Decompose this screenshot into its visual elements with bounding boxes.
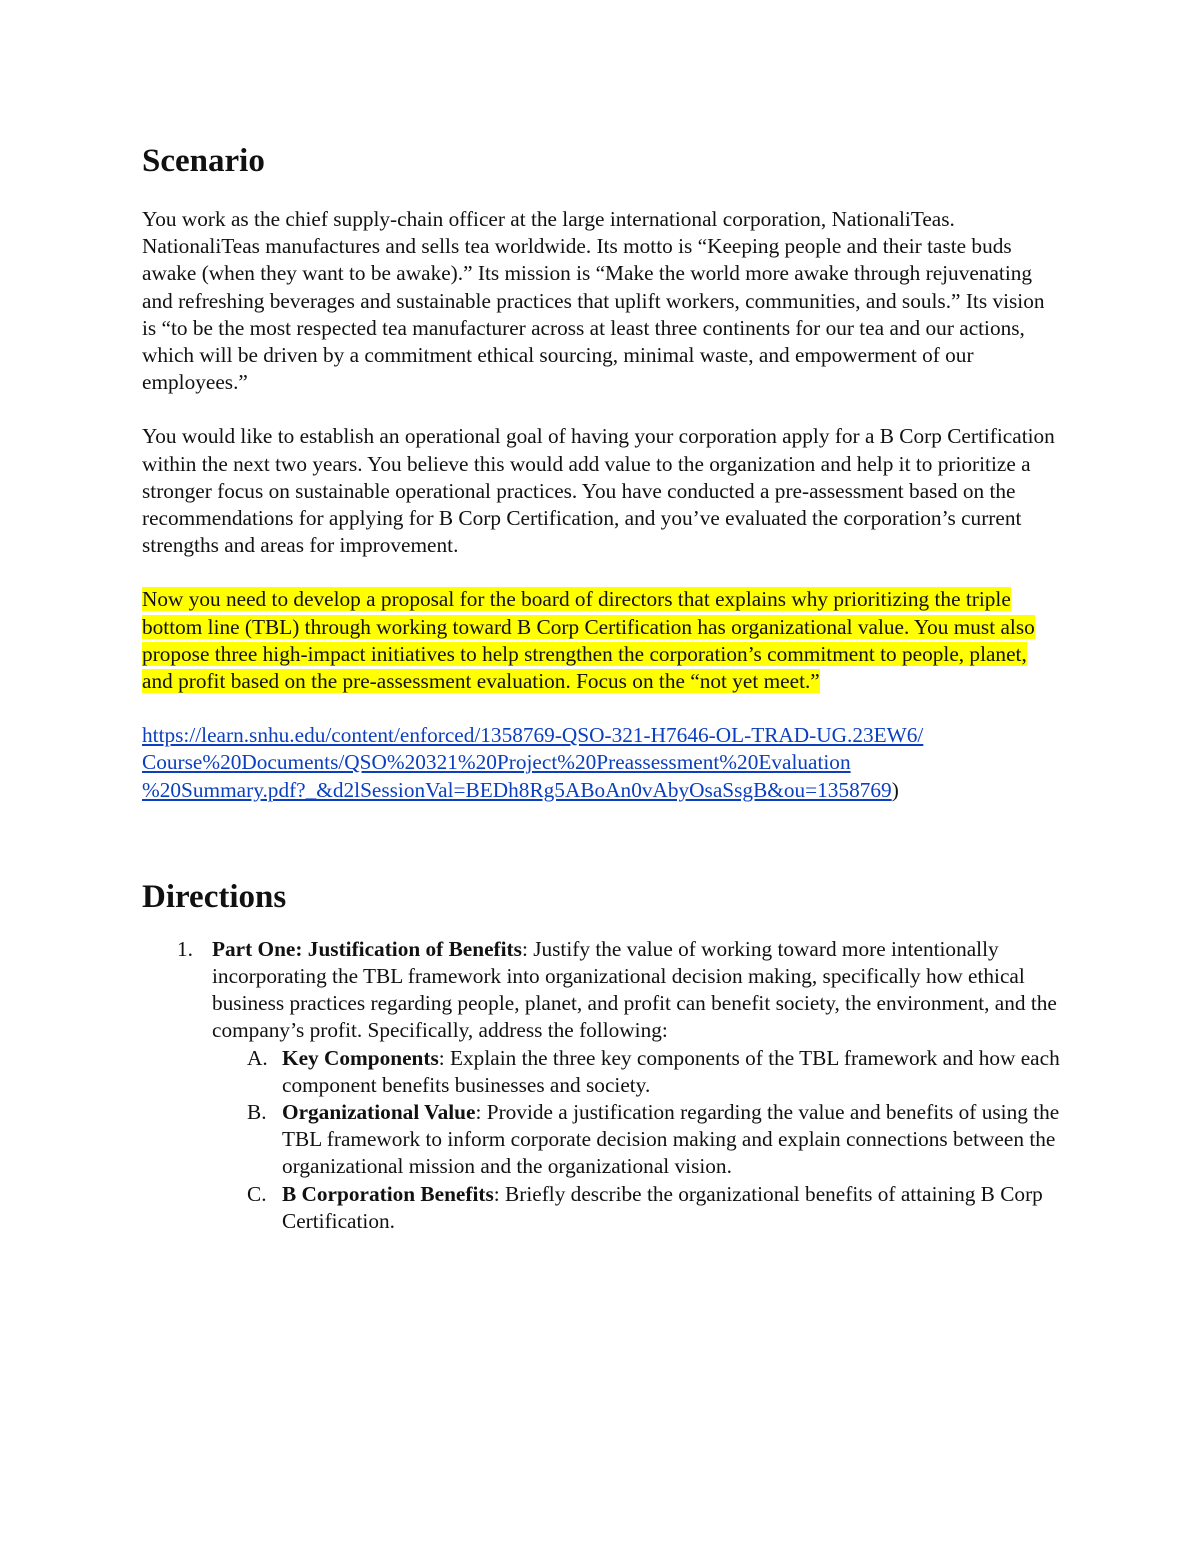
link-line-2: Course%20Documents/QSO%20321%20Project%20Preassessment%20Evaluation <box>142 750 851 775</box>
directions-heading: Directions <box>142 878 287 915</box>
sub-item-bold-label: B Corporation Benefits <box>282 1181 494 1206</box>
pre-assessment-link-block <box>142 722 1062 804</box>
scenario-paragraph-2: You would like to establish an operational goal of having your corporation apply for a B Corp Certification within the next two years. You believe this would add value to the organization and help it to prioritize a stronger focus on sustainable operational practices. You have conducted a pre-assessment based on the recommendations for applying for B Corp Certification, and you’ve evaluated the corporation’s current strengths and areas for improvement. <box>142 424 1055 558</box>
sub-item-bold-label: Organizational Value <box>282 1100 476 1125</box>
link-suffix: ) <box>891 777 899 802</box>
link-line-1: https://learn.snhu.edu/content/enforced/1358769-QSO-321-H7646-OL-TRAD-UG.23EW6/ <box>142 723 924 748</box>
item-text: : Justify the value of working toward more intentionally incorporating the TBL framework into organizational decision making, specifically how ethical business practices regarding people, planet, and profit can benefit society, the environment, and the company’s profit. Specifically, address the following: <box>212 936 1057 1043</box>
link-line-3: %20Summary.pdf?_&d2lSessionVal=BEDh8Rg5ABoAn0vAbyOsaSsgB&ou=1358769 <box>142 777 892 802</box>
sub-item-text: : Provide a justification regarding the value and benefits of using the TBL framework to inform corporate decision making and explain connections between the organizational mission and the organizational vision. <box>282 1100 1060 1179</box>
item-number: 1. <box>177 936 193 961</box>
item-bold-label: Part One: Justification of Benefits <box>212 936 522 961</box>
sub-item-letter: C. <box>247 1181 267 1206</box>
highlighted-paragraph <box>142 586 1062 695</box>
directions-list <box>142 936 1062 1235</box>
scenario-paragraph-1: You work as the chief supply-chain officer at the large international corporation, NationaliTeas. NationaliTeas manufactures and sells tea worldwide. Its motto is “Keeping people and their taste buds awake (when they want to be awake).” Its mission is “Make the world more awake through rejuvenating and refreshing beverages and sustainable practices that uplift workers, communities, and souls.” Its vision is “to be the most respected tea manufacturer across at least three continents for our tea and our actions, which will be driven by a commitment ethical sourcing, minimal waste, and empowerment of our employees.” <box>142 207 1045 395</box>
highlight-text: Now you need to develop a proposal for the board of directors that explains why prioritizing the triple bottom line (TBL) through working toward B Corp Certification has organizational value. You must also propose three high-impact initiatives to help strengthen the corporation’s commitment to people, planet, and profit based on the pre-assessment evaluation. Focus on the “not yet meet.” <box>142 587 1035 694</box>
sub-list-item <box>212 1099 1062 1181</box>
sub-item-letter: A. <box>247 1045 268 1070</box>
sub-list <box>212 1045 1062 1235</box>
sub-item-text: : Briefly describe the organizational benefits of attaining B Corp Certification. <box>282 1181 1043 1233</box>
scenario-heading: Scenario <box>142 143 265 179</box>
pre-assessment-link[interactable] <box>142 723 923 801</box>
sub-item-letter: B. <box>247 1100 267 1125</box>
sub-item-text: : Explain the three key components of the TBL framework and how each component benefits businesses and society. <box>282 1045 1060 1097</box>
list-item <box>142 936 1062 1235</box>
sub-list-item <box>212 1181 1062 1235</box>
sub-item-bold-label: Key Components <box>282 1045 439 1070</box>
sub-list-item <box>212 1045 1062 1099</box>
document-page <box>142 138 1062 1235</box>
